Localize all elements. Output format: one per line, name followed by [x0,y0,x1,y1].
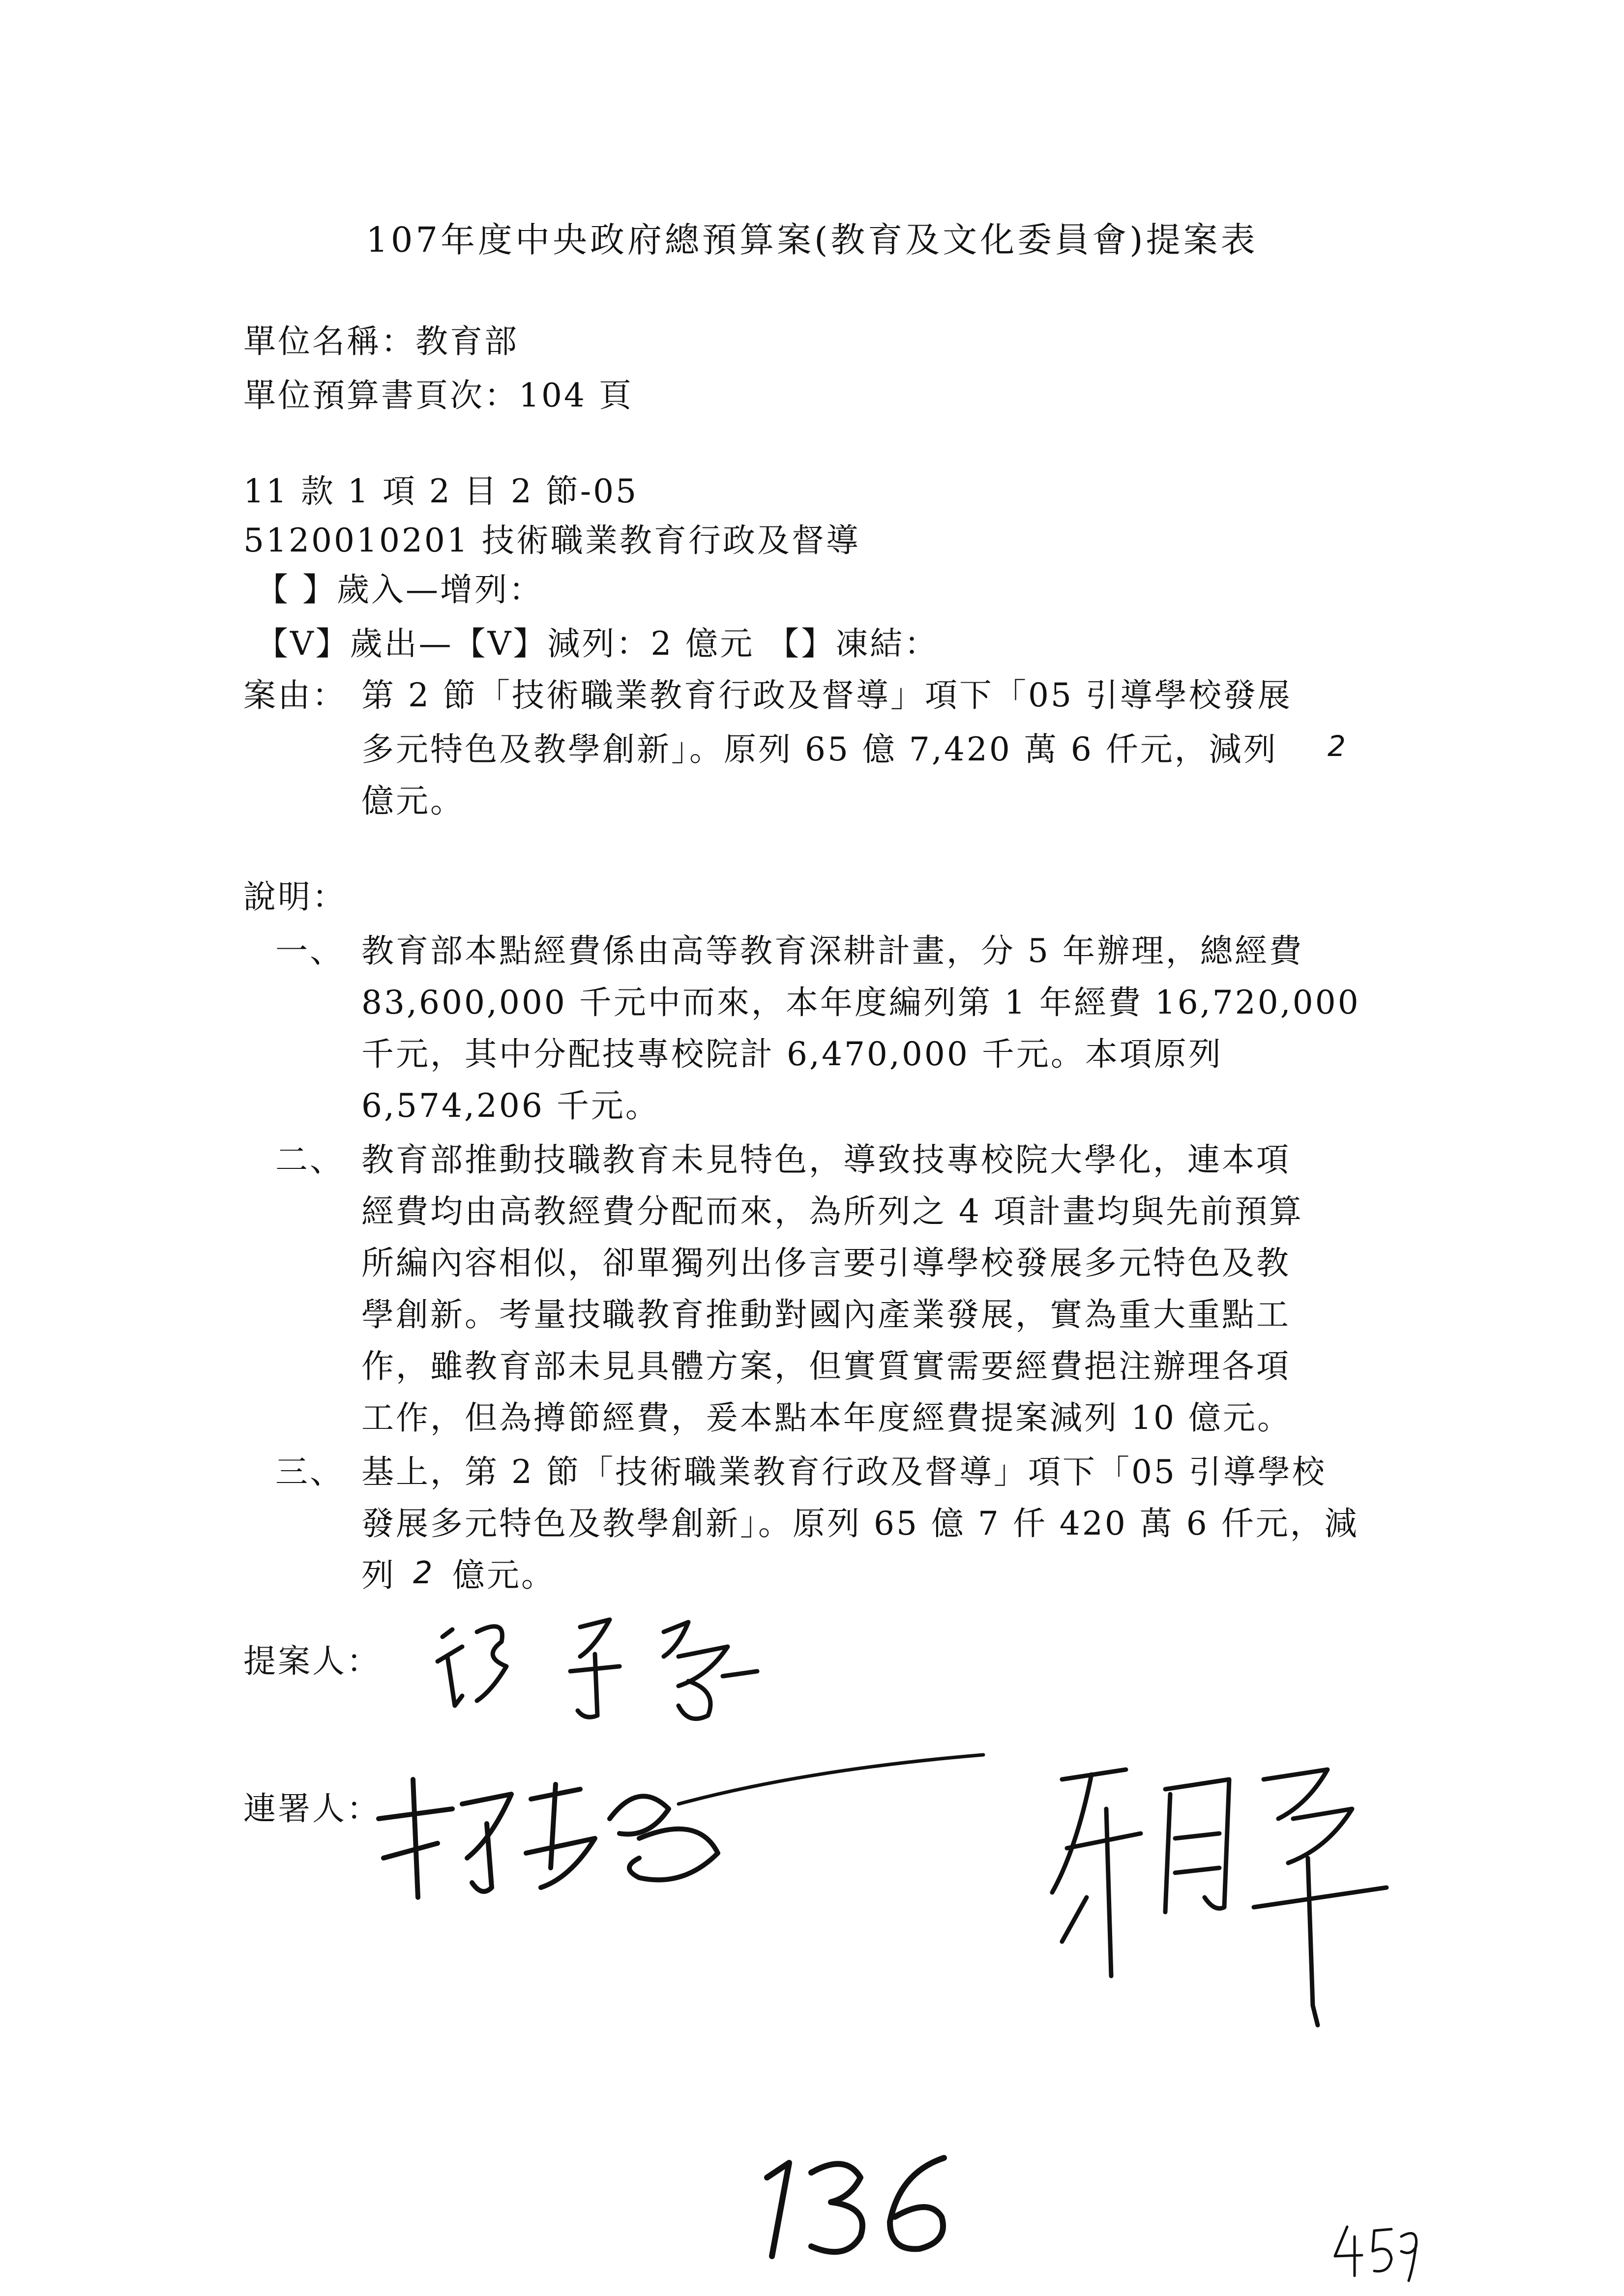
explanation-2-line-4: 學創新。考量技職教育推動對國內產業發展，實為重大重點工 [361,1296,1291,1334]
explanation-3-line-3-prefix: 列 [361,1556,396,1594]
explanation-3-line-3-suffix: 億元。 [452,1556,556,1594]
unit-name: 單位名稱：教育部 [243,322,519,360]
explanation-2-line-5: 作，雖教育部未見具體方案，但實質實需要經費挹注辦理各項 [361,1347,1291,1385]
reason-handwritten-amount: 2 [1328,729,1348,763]
explanation-1-line-4: 6,574,206 千元。 [361,1087,660,1125]
explanation-3-handwritten-amount: 2 [413,1555,435,1591]
explanation-2-line-2: 經費均由高教經費分配而來，為所列之 4 項計畫均與先前預算 [361,1192,1303,1230]
cosigner-label: 連署人： [243,1790,381,1828]
expenditure-line: 【V】歲出—【V】減列：2 億元 【】凍結： [256,625,939,663]
explanation-3-line-1: 基上，第 2 節「技術職業教育行政及督導」項下「05 引導學校 [361,1453,1327,1491]
cosigner-signature-2 [1033,1750,1426,2064]
explanation-2-line-1: 教育部推動技職教育未見特色，導致技專校院大學化，連本項 [361,1141,1291,1179]
program-name: 5120010201 技術職業教育行政及督導 [243,522,860,559]
revenue-line: 【 】歲入—增列： [256,571,543,609]
explanation-marker-1: 一、 [275,932,344,970]
explanation-marker-2: 二、 [275,1141,344,1179]
corner-number: 459 [1328,2286,1337,2291]
explanation-1-line-2: 83,600,000 千元中而來，本年度編列第 1 年經費 16,720,000 [361,984,1360,1021]
unit-budget-page: 單位預算書頁次：104 頁 [243,377,633,414]
explanation-label: 說明： [243,878,347,916]
reason-line-1: 第 2 節「技術職業教育行政及督導」項下「05 引導學校發展 [361,676,1292,714]
handwritten-corner-number-drawing [1328,2217,1426,2286]
handwritten-page-number-drawing [752,2143,978,2271]
budget-code: 11 款 1 項 2 目 2 節-05 [243,472,639,510]
page-number: 136 [752,2241,762,2247]
explanation-3-line-2: 發展多元特色及教學創新」。原列 65 億 7 仟 420 萬 6 仟元，減 [361,1505,1359,1542]
proposer-signature [433,1607,777,1735]
explanation-2-line-3: 所編內容相似，卻單獨列出侈言要引導學校發展多元特色及教 [361,1244,1291,1282]
reason-label: 案由： [243,676,347,714]
cosigner-signature-1 [364,1740,1003,1927]
explanation-marker-3: 三、 [275,1453,344,1491]
explanation-1-line-3: 千元，其中分配技專校院計 6,470,000 千元。本項原列 [361,1035,1223,1073]
reason-line-3: 億元。 [361,782,465,820]
document-title: 107年度中央政府總預算案(教育及文化委員會)提案表 [366,220,1258,260]
explanation-1-line-1: 教育部本點經費係由高等教育深耕計畫，分 5 年辦理，總經費 [361,932,1303,970]
explanation-2-line-6: 工作，但為撙節經費，爰本點本年度經費提案減列 10 億元。 [361,1399,1292,1437]
reason-line-2: 多元特色及教學創新」。原列 65 億 7,420 萬 6 仟元，減列 [361,730,1278,768]
proposer-label: 提案人： [243,1642,381,1680]
